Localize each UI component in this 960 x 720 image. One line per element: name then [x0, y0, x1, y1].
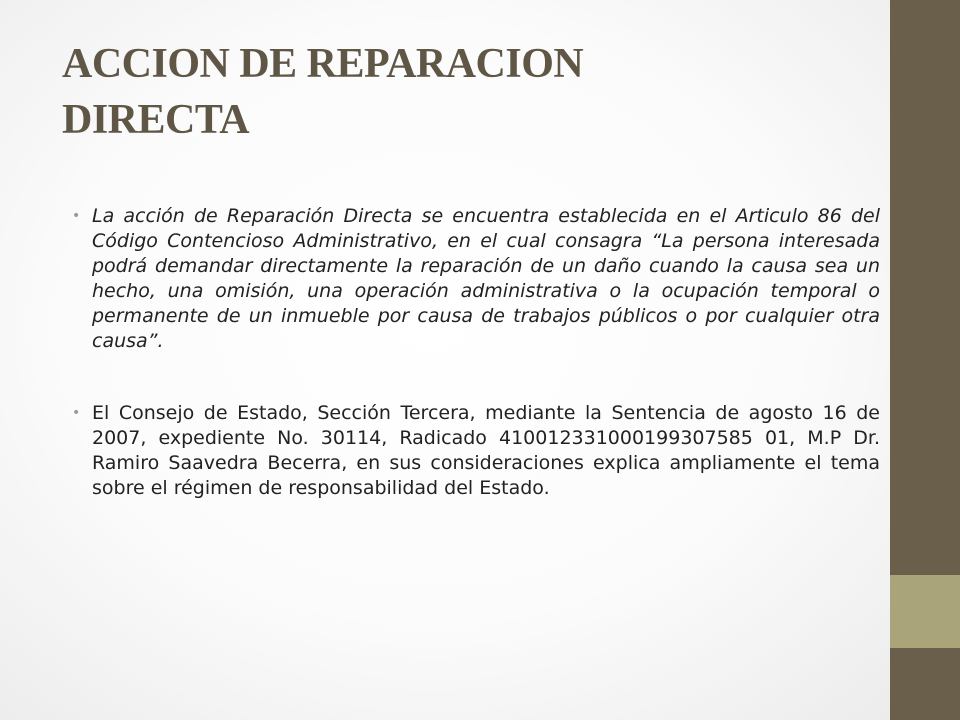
bullet-text: El Consejo de Estado, Sección Tercera, mediante la Sentencia de agosto 16 de 2007, expediente No. 30114, Radicado 410012331000199307585 01, M.P Dr. Ramiro Saavedra Becerra, en sus consideraciones explica ampliamente el tema sobre el régimen de responsabilidad del Estado. [92, 402, 880, 499]
slide-title [62, 36, 862, 148]
bullet-text: La acción de Reparación Directa se encuentra establecida en el Articulo 86 del Código Contencioso Administrativo, en el cual consagra “La persona interesada podrá demandar directamente la reparación de un daño cuando la causa sea un hecho, una omisión, una operación administrativa o la ocupación temporal o permanente de un inmueble por causa de trabajos públicos o por cualquier otra causa”. [92, 205, 880, 352]
bullet-marker: • [72, 208, 81, 224]
slide-title-line-1: ACCION DE REPARACION [62, 41, 584, 87]
bullet-item [70, 401, 880, 501]
slide-body [70, 204, 880, 501]
bullet-item [70, 204, 880, 354]
slide-title-line-2: DIRECTA [62, 97, 250, 143]
sidebar-band-accent [890, 575, 960, 648]
sidebar-band-top [890, 0, 960, 575]
sidebar-band-bottom [890, 648, 960, 720]
bullet-marker: • [72, 405, 81, 421]
